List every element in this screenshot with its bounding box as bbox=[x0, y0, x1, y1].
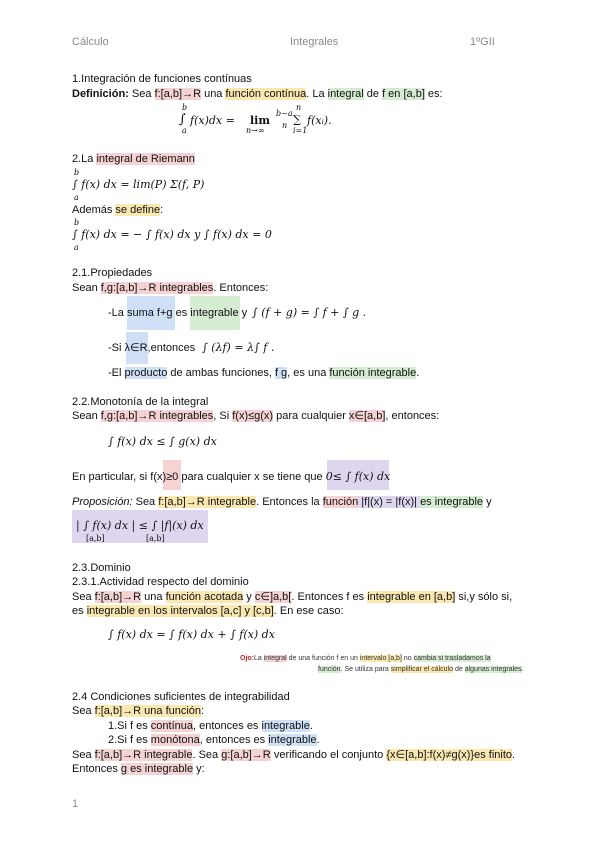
limit-b: b bbox=[182, 103, 188, 112]
header-subject: Cálculo bbox=[72, 36, 109, 48]
sum-term: f(xᵢ). bbox=[307, 114, 332, 127]
text: integrable en los intervalos [a,c] y [c,b] bbox=[86, 605, 274, 617]
limit-b: b bbox=[74, 168, 80, 177]
text: Sea bbox=[72, 705, 95, 717]
riemann-formula: ∫ f(x) dx = lim(P) Σ(f, P) bbox=[72, 178, 205, 191]
text: . En ese caso: bbox=[273, 605, 344, 617]
text: verificando el conjunto bbox=[270, 749, 387, 761]
text: integrable en [a,b] bbox=[367, 591, 456, 603]
text: y: bbox=[193, 763, 205, 775]
text: En particular, si bbox=[72, 471, 151, 483]
ojo-note-line-2 bbox=[318, 664, 524, 675]
text: integrable bbox=[261, 720, 310, 732]
text: : bbox=[160, 204, 164, 216]
text: : bbox=[201, 705, 205, 717]
section-2-title bbox=[72, 152, 195, 166]
text: y bbox=[238, 307, 248, 319]
text: integral de Riemann bbox=[96, 153, 195, 165]
definition-line bbox=[72, 87, 443, 101]
text: 0≤ ∫ f(x) dx bbox=[325, 470, 391, 483]
text: Sea bbox=[72, 749, 95, 761]
additivity-formula: ∫ f(x) dx = ∫ f(x) dx + ∫ f(x) dx bbox=[108, 628, 275, 641]
lim-sub: n→∞ bbox=[246, 126, 265, 135]
text: si,y sólo si, bbox=[455, 591, 513, 603]
text: f:[a,b]→R bbox=[94, 591, 142, 603]
text: f,g:[a,b]→R integrables bbox=[100, 410, 214, 422]
text: f:[a,b]→R bbox=[154, 88, 202, 100]
text: , Si bbox=[213, 410, 233, 422]
text: integral bbox=[263, 655, 287, 662]
section-2-3-title: 2.3.Dominio bbox=[72, 562, 131, 574]
text: y bbox=[483, 496, 492, 508]
particular-line bbox=[72, 470, 390, 484]
text: Sea bbox=[132, 496, 159, 508]
sum-formula: ∫ (f + g) = ∫ f + ∫ g . bbox=[252, 306, 367, 319]
sum-sign: ∑ bbox=[293, 113, 301, 126]
text: de ambas funciones, bbox=[167, 367, 275, 379]
text: integrable bbox=[190, 307, 239, 319]
text: Ojo: bbox=[240, 655, 254, 662]
header-course: 1ºGII bbox=[470, 36, 495, 48]
text: c∈]a,b[ bbox=[254, 591, 292, 603]
text: no bbox=[401, 655, 414, 662]
scalar-formula: ∫ (λf) = λ∫ f . bbox=[202, 341, 275, 354]
text: . Entonces la bbox=[256, 496, 323, 508]
text: función contínua bbox=[225, 88, 307, 100]
text: función bbox=[318, 666, 341, 673]
domain-sub: [a,b] bbox=[146, 534, 165, 543]
text: f(x)≥0 bbox=[150, 471, 179, 483]
text: , es una bbox=[287, 367, 330, 379]
text: g:[a,b]→R bbox=[221, 749, 271, 761]
text: para cualquier x se tiene que bbox=[178, 471, 326, 483]
property-scalar bbox=[108, 341, 195, 355]
text: . bbox=[521, 666, 524, 673]
text: es: bbox=[424, 88, 443, 100]
text: una bbox=[201, 88, 226, 100]
reverse-limits-formula: ∫ f(x) dx = − ∫ f(x) dx y ∫ f(x) dx = 0 bbox=[72, 228, 272, 241]
text: f g bbox=[274, 367, 288, 379]
text: es integrable bbox=[420, 496, 484, 508]
section-2-1-title: 2.1.Propiedades bbox=[72, 267, 153, 279]
text: f(x)≤g(x) bbox=[232, 410, 274, 422]
text: -El bbox=[108, 367, 125, 379]
text: ,entonces bbox=[147, 342, 196, 354]
page-number: 1 bbox=[72, 798, 79, 810]
text: integrable bbox=[268, 734, 317, 746]
proposition-line bbox=[72, 495, 492, 509]
cond-item-2 bbox=[108, 733, 320, 747]
text: función integrable bbox=[329, 367, 417, 379]
formula-body: f(x)dx = bbox=[190, 114, 235, 127]
property-sum bbox=[108, 306, 247, 320]
text: de bbox=[363, 88, 383, 100]
text: y bbox=[243, 591, 255, 603]
text: se define bbox=[115, 204, 161, 216]
text: . Se utiliza para bbox=[340, 666, 391, 673]
props-intro bbox=[72, 281, 268, 295]
integral-sign: ∫ bbox=[179, 112, 186, 127]
text: . bbox=[309, 720, 313, 732]
text: Entonces bbox=[72, 763, 121, 775]
text: es bbox=[172, 307, 191, 319]
text: Sea bbox=[131, 88, 155, 100]
text: algunas integrales bbox=[464, 666, 522, 673]
text: f:[a,b]→R integrable bbox=[158, 496, 257, 508]
limit-a: a bbox=[74, 243, 79, 252]
cond-intro bbox=[72, 704, 204, 718]
text: es bbox=[72, 605, 87, 617]
text: f en [a,b] bbox=[382, 88, 425, 100]
monotonia-formula: ∫ f(x) dx ≤ ∫ g(x) dx bbox=[108, 435, 217, 448]
text: -Si bbox=[108, 342, 125, 354]
text: |f|(x) = |f(x)| bbox=[358, 496, 421, 508]
limit-a: a bbox=[74, 193, 79, 202]
text: f,g:[a,b]→R integrables bbox=[100, 282, 214, 294]
finite-set-line bbox=[72, 748, 515, 762]
text: de una función f en un bbox=[286, 655, 360, 662]
limit-b: b bbox=[74, 218, 80, 227]
text: λ∈R bbox=[124, 342, 148, 354]
sum-bot: i=1 bbox=[293, 126, 308, 135]
text: suma f+g bbox=[126, 307, 173, 319]
domain-sub: [a,b] bbox=[86, 534, 105, 543]
header-topic: Integrales bbox=[290, 36, 339, 48]
monotonia-line bbox=[72, 409, 439, 423]
absolute-value-formula: | ∫ f(x) dx | ≤ ∫ |f|(x) dx bbox=[76, 519, 204, 532]
text: 1.Si f es bbox=[108, 720, 151, 732]
text: para cualquier bbox=[273, 410, 349, 422]
frac-den: n bbox=[282, 121, 288, 130]
text: . bbox=[416, 367, 420, 379]
lim-word: lim bbox=[250, 114, 270, 127]
text: producto bbox=[124, 367, 168, 379]
text: 2.La bbox=[72, 153, 97, 165]
text: Proposición: bbox=[72, 496, 133, 508]
text: . Entonces f es bbox=[291, 591, 368, 603]
text: contínua bbox=[150, 720, 193, 732]
section-1-title: 1.Integración de funciones contínuas bbox=[72, 73, 252, 85]
dominio-line-1 bbox=[72, 590, 512, 604]
text: función acotada bbox=[165, 591, 244, 603]
text: , entonces es bbox=[193, 720, 262, 732]
property-product bbox=[108, 366, 419, 380]
text: , entonces: bbox=[385, 410, 440, 422]
text: g es integrable bbox=[120, 763, 194, 775]
cond-item-1 bbox=[108, 719, 313, 733]
text: integral bbox=[327, 88, 364, 100]
ademas-line bbox=[72, 203, 163, 217]
ojo-note-line-1 bbox=[240, 653, 491, 664]
text: . La bbox=[306, 88, 328, 100]
text: f:[a,b]→R integrable bbox=[94, 749, 193, 761]
text: La bbox=[254, 655, 264, 662]
text: Sean bbox=[72, 282, 101, 294]
section-2-4-title: 2.4 Condiciones suficientes de integrabilidad bbox=[72, 691, 290, 703]
text: simplificar el cálculo bbox=[390, 666, 454, 673]
text: de bbox=[453, 666, 465, 673]
text: . Entonces: bbox=[213, 282, 269, 294]
text: cambia si trasladamos la bbox=[413, 655, 491, 662]
text: -La bbox=[108, 307, 127, 319]
text: Sea bbox=[72, 591, 95, 603]
text: 2.Si f es bbox=[108, 734, 151, 746]
section-2-2-title: 2.2.Monotonía de la integral bbox=[72, 396, 209, 408]
frac-num: b−a bbox=[276, 109, 293, 118]
text: . bbox=[512, 749, 516, 761]
text: una bbox=[141, 591, 166, 603]
section-2-3-1-title: 2.3.1.Actividad respecto del dominio bbox=[72, 576, 249, 588]
text: , entonces es bbox=[199, 734, 269, 746]
text: . bbox=[316, 734, 320, 746]
text: intervalo [a,b] bbox=[359, 655, 402, 662]
text: f:[a,b]→R una función bbox=[94, 705, 202, 717]
text: función bbox=[322, 496, 359, 508]
text: . Sea bbox=[192, 749, 222, 761]
text: x∈[a,b] bbox=[348, 410, 386, 422]
sum-top: n bbox=[296, 103, 302, 112]
then-line bbox=[72, 762, 205, 776]
text: Además bbox=[72, 204, 116, 216]
definition-label: Definición: bbox=[72, 88, 129, 100]
text: monótona bbox=[150, 734, 200, 746]
limit-a: a bbox=[182, 126, 187, 135]
text: Sean bbox=[72, 410, 101, 422]
text: {x∈[a,b]:f(x)≠g(x)}es finito bbox=[386, 749, 513, 761]
dominio-line-2 bbox=[72, 604, 344, 618]
